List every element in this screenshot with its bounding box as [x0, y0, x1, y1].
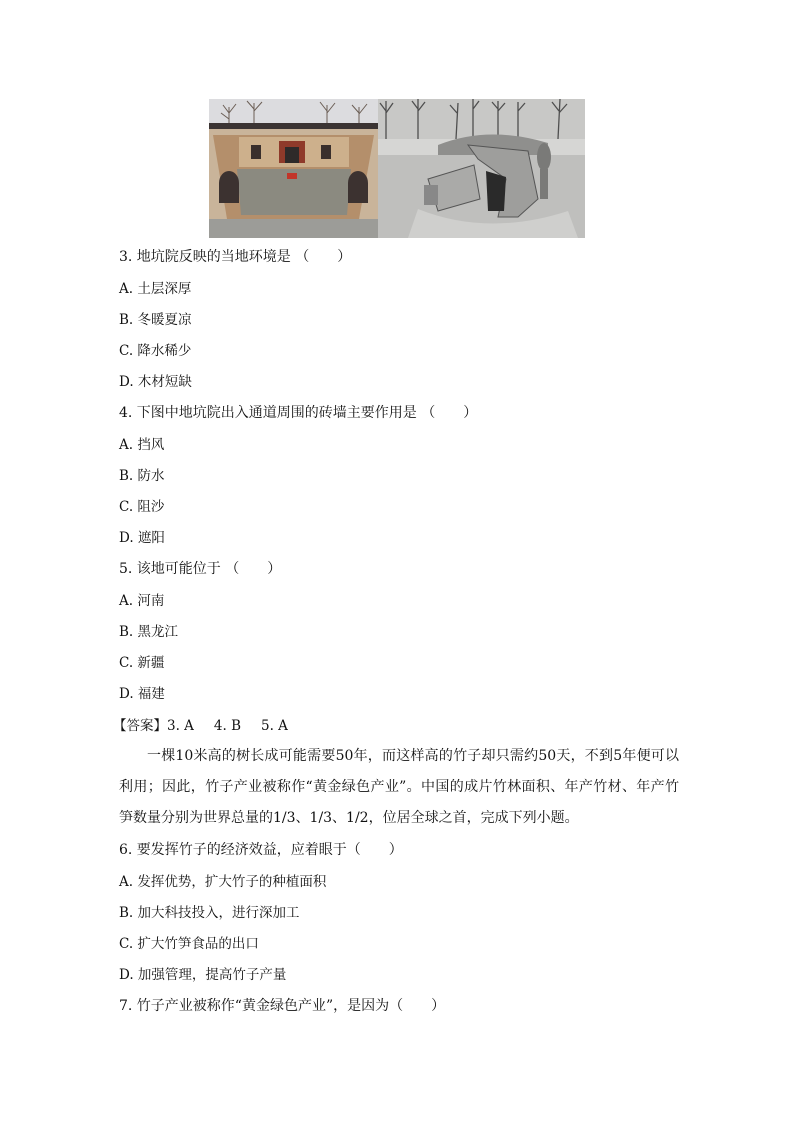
- answer-item: 5. A: [261, 718, 288, 734]
- question-5-option-b[interactable]: B. 黑龙江: [119, 624, 179, 640]
- question-6-option-c[interactable]: C. 扩大竹笋食品的出口: [119, 936, 259, 952]
- question-6-stem: 6. 要发挥竹子的经济效益，应着眼于（ ）: [119, 842, 403, 858]
- question-6-option-b[interactable]: B. 加大科技投入，进行深加工: [119, 905, 300, 921]
- question-4-option-d[interactable]: D. 遮阳: [119, 530, 165, 546]
- question-7-stem: 7. 竹子产业被称作“黄金绿色产业”，是因为（ ）: [119, 998, 446, 1014]
- question-6-option-a[interactable]: A. 发挥优势，扩大竹子的种植面积: [119, 874, 327, 890]
- reading-passage: 一棵10米高的树长成可能需要50年，而这样高的竹子却只需约50天，不到5年便可以利用；因此，竹子产业被称作“黄金绿色产业”。中国的成片竹林面积、年产竹材、年产竹笋数量分别为世界总量的1/3、1/3、1/2，位居全球之首，完成下列小题。: [119, 748, 679, 826]
- answer-item: 3. A: [167, 718, 194, 734]
- question-5-option-a[interactable]: A. 河南: [119, 593, 165, 609]
- question-photos: [209, 99, 585, 238]
- question-4-option-b[interactable]: B. 防水: [119, 468, 165, 484]
- question-5-stem: 5. 该地可能位于 （ ）: [119, 561, 282, 577]
- question-3-option-a[interactable]: A. 土层深厚: [119, 281, 192, 297]
- question-4-stem: 4. 下图中地坑院出入通道周围的砖墙主要作用是 （ ）: [119, 405, 478, 421]
- pit-courtyard-aerial-photo: [209, 99, 378, 238]
- question-6-option-d[interactable]: D. 加强管理，提高竹子产量: [119, 967, 287, 983]
- question-5-option-d[interactable]: D. 福建: [119, 686, 165, 702]
- question-3-stem: 3. 地坑院反映的当地环境是 （ ）: [119, 249, 352, 265]
- answer-item: 4. B: [213, 718, 242, 734]
- question-5-option-c[interactable]: C. 新疆: [119, 655, 165, 671]
- question-3-option-b[interactable]: B. 冬暖夏凉: [119, 312, 192, 328]
- question-3-option-c[interactable]: C. 降水稀少: [119, 343, 192, 359]
- pit-courtyard-entrance-photo: [378, 99, 585, 238]
- question-4-option-a[interactable]: A. 挡风: [119, 437, 165, 453]
- question-3-option-d[interactable]: D. 木材短缺: [119, 374, 192, 390]
- question-4-option-c[interactable]: C. 阻沙: [119, 499, 165, 515]
- answer-label: 【答案】: [113, 718, 167, 734]
- answer-key: [113, 717, 308, 735]
